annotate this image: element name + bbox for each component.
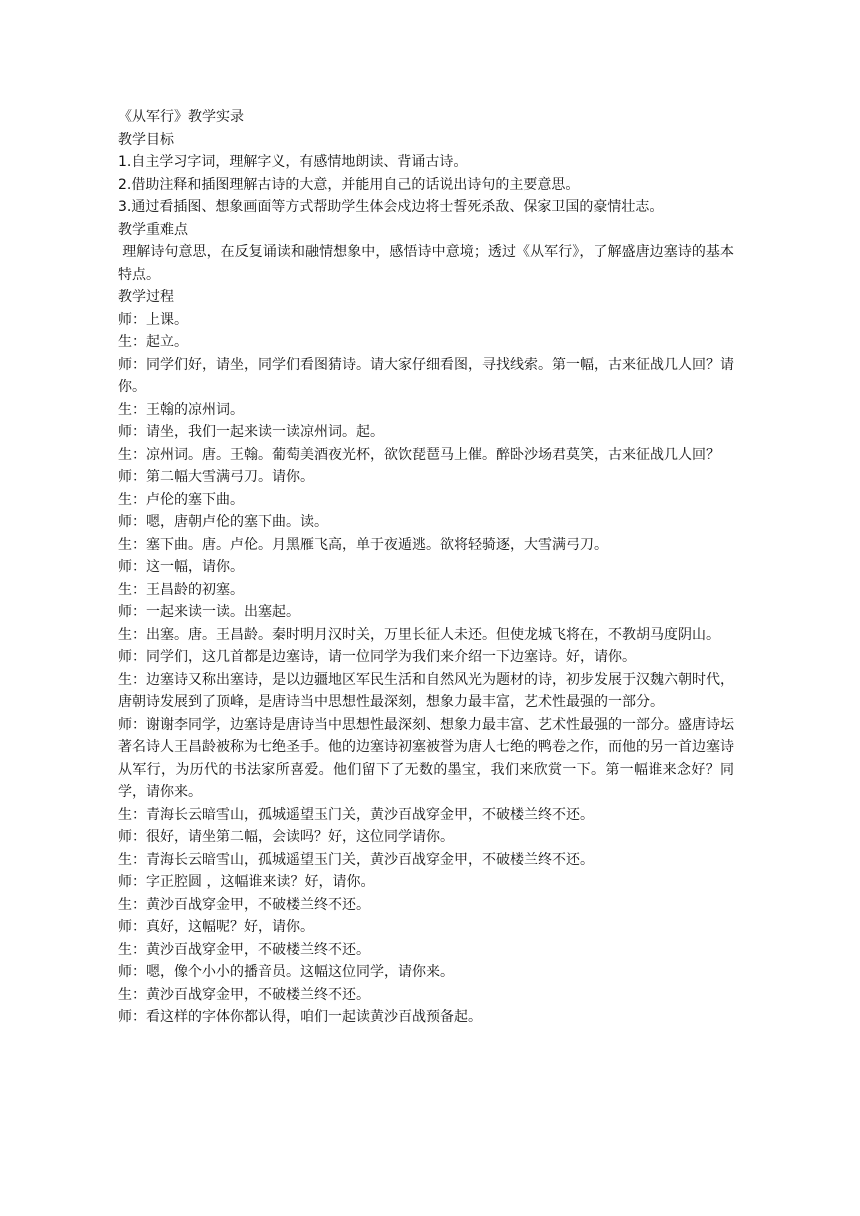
process-heading: 教学过程 (118, 289, 174, 305)
dialogue-line: 师：嗯，像个小小的播音员。这幅这位同学，请你来。 (118, 964, 454, 980)
dialogue-line: 师：上课。 (118, 311, 188, 328)
dialogue-line: 生：黄沙百战穿金甲，不破楼兰终不还。 (118, 986, 370, 1003)
dialogue-line: 师：很好，请坐第二幅，会读吗？好，这位同学请你。 (118, 829, 454, 845)
dialogue-line: 师：真好，这幅呢？好，请你。 (118, 919, 314, 935)
dialogue-line: 生：出塞。唐。王昌龄。秦时明月汉时关，万里长征人未还。但使龙城飞将在，不教胡马度阴山。 (118, 626, 720, 643)
dialogue-line: 师：第二幅大雪满弓刀。请你。 (118, 469, 314, 485)
dialogue-line: 师：这一幅，请你。 (118, 559, 244, 575)
dialogue-line: 生：黄沙百战穿金甲，不破楼兰终不还。 (118, 896, 370, 913)
objective-item: 1.自主学习字词，理解字义，有感情地朗读、背诵古诗。 (118, 154, 468, 170)
dialogue-line: 师：请坐，我们一起来读一读凉州词。起。 (118, 424, 384, 440)
dialogue-line: 生：起立。 (118, 334, 188, 350)
dialogue-line: 师：嗯，唐朝卢伦的塞下曲。读。 (118, 514, 328, 530)
dialogue-line: 师：字正腔圆 ，这幅谁来读？好，请你。 (118, 874, 375, 890)
dialogue-line: 生：王翰的凉州词。 (118, 401, 244, 418)
dialogue-line: 师：谢谢李同学，边塞诗是唐诗当中思想性最深刻、想象力最丰富、艺术性最强的一部分。盛唐诗坛著名诗人王昌龄被称为七绝圣手。他的边塞诗初塞被誉为唐人七绝的鸭卷之作，而他的另一首边塞诗从军行，为历代的书法家所喜爱。他们留下了无数的墨宝，我们来欣赏一下。第一幅谁来念好？同学，请你来。 (118, 716, 734, 800)
key-points-text: 理解诗句意思，在反复诵读和融情想象中，感悟诗中意境；透过《从军行》，了解盛唐边塞诗的基本特点。 (118, 244, 734, 283)
objective-item: 2.借助注释和插图理解古诗的大意，并能用自己的话说出诗句的主要意思。 (118, 176, 580, 193)
key-points-heading: 教学重难点 (118, 221, 188, 238)
dialogue-line: 生：边塞诗又称出塞诗，是以边疆地区军民生活和自然风光为题材的诗，初步发展于汉魏六朝时代，唐朝诗发展到了顶峰，是唐诗当中思想性最深刻，想象力最丰富，艺术性最强的一部分。 (118, 671, 734, 710)
dialogue-line: 师：一起来读一读。出塞起。 (118, 604, 300, 620)
dialogue-line: 生：青海长云暗雪山，孤城遥望玉门关，黄沙百战穿金甲，不破楼兰终不还。 (118, 806, 594, 823)
dialogue-line: 师：同学们，这几首都是边塞诗，请一位同学为我们来介绍一下边塞诗。好，请你。 (118, 649, 636, 665)
dialogue-line: 师：同学们好，请坐，同学们看图猜诗。请大家仔细看图，寻找线索。第一幅，古来征战几人回？请你。 (118, 356, 734, 395)
dialogue-line: 生：黄沙百战穿金甲，不破楼兰终不还。 (118, 941, 370, 958)
dialogue-line: 生：青海长云暗雪山，孤城遥望玉门关，黄沙百战穿金甲，不破楼兰终不还。 (118, 851, 594, 868)
dialogue-line: 生：王昌龄的初塞。 (118, 581, 244, 598)
dialogue-line: 师：看这样的字体你都认得，咱们一起读黄沙百战预备起。 (118, 1009, 482, 1025)
dialogue-line: 生：卢伦的塞下曲。 (118, 491, 244, 508)
objective-item: 3.通过看插图、想象画面等方式帮助学生体会戍边将士誓死杀敌、保家卫国的豪情壮志。 (118, 199, 664, 215)
dialogue-line: 生：凉州词。唐。王翰。葡萄美酒夜光杯，欲饮琵琶马上催。醉卧沙场君莫笑，古来征战几人回？ (118, 446, 720, 463)
document-title: 《从军行》教学实录 (118, 109, 244, 125)
document-page (118, 106, 734, 1029)
dialogue-line: 生：塞下曲。唐。卢伦。月黑雁飞高，单于夜遁逃。欲将轻骑逐，大雪满弓刀。 (118, 536, 608, 553)
objectives-heading: 教学目标 (118, 131, 174, 148)
